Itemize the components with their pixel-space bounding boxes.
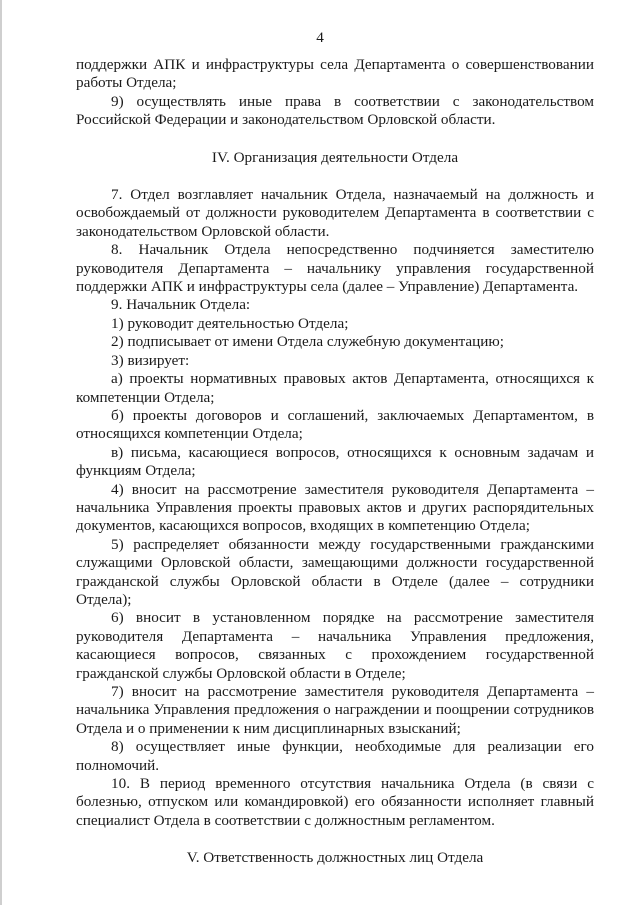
paragraph-9-item-3b: б) проекты договоров и соглашений, заключаемых Департаментом, в относящихся компетенции Отдела; [76, 406, 594, 443]
document-body [76, 56, 594, 868]
paragraph-9-item-3a: а) проекты нормативных правовых актов Департамента, относящихся к компетенции Отдела; [76, 370, 594, 406]
paragraph-9-item-3c: в) письма, касающиеся вопросов, относящихся к основным задачам и функциям Отдела; [76, 443, 594, 480]
paragraph-9: 9. Начальник Отдела: [111, 296, 251, 314]
paragraph-9-item-8: 8) осуществляет иные функции, необходимые для реализации его полномочий. [76, 738, 594, 774]
paragraph-8: 8. Начальник Отдела непосредственно подчиняется заместителю руководителя Департамента – начальнику управления государственной поддержки АПК и инфраструктуры села (далее – Управление) Департамента. [76, 241, 594, 296]
section-5-heading: V. Ответственность должностных лиц Отдела [186, 849, 484, 867]
paragraph-continuation: поддержки АПК и инфраструктуры села Департамента о совершенствовании работы Отдела; [76, 56, 594, 92]
paragraph-9-item-3: 3) визирует: [111, 351, 190, 369]
section-4-heading: IV. Организация деятельности Отдела [211, 148, 459, 166]
paragraph-9-item-4: 4) вносит на рассмотрение заместителя руководителя Департамента – начальника Управления проекты правовых актов и других распорядительных документов, касающихся вопросов, входящих в компетенцию Отдела; [76, 480, 594, 535]
paragraph-9-item-1: 1) руководит деятельностью Отдела; [111, 314, 349, 332]
paragraph-right-9: 9) осуществлять иные права в соответствии с законодательством Российской Федерации и законодательством Орловской области. [76, 92, 594, 129]
paragraph-7: 7. Отдел возглавляет начальник Отдела, назначаемый на должность и освобождаемый от должности руководителем Департамента в соответствии с законодательством Орловской области. [76, 186, 594, 240]
paragraph-9-item-7: 7) вносит на рассмотрение заместителя руководителя Департамента – начальника Управления предложения о награждении и поощрении сотрудников Отдела и о применении к ним дисциплинарных взысканий; [76, 683, 594, 737]
paragraph-10: 10. В период временного отсутствия начальника Отдела (в связи с болезнью, отпуском или командировкой) его обязанности исполняет главный специалист Отдела в соответствии с должностным регламентом. [76, 775, 594, 829]
scan-edge-line [0, 0, 2, 905]
paragraph-9-item-6: 6) вносит в установленном порядке на рассмотрение заместителя руководителя Департамента – начальника Управления предложения, касающиеся вопросов, связанных с прохождением государственной гражданской службы Орловской области в Отделе; [76, 609, 594, 682]
paragraph-9-item-5: 5) распределяет обязанности между государственными гражданскими служащими Орловской области, замещающими должности государственной гражданской службы Орловской области в Отделе (далее – сотрудники Отдела); [76, 535, 594, 608]
paragraph-9-item-2: 2) подписывает от имени Отдела служебную документацию; [111, 333, 504, 351]
page-number: 4 [316, 29, 324, 46]
